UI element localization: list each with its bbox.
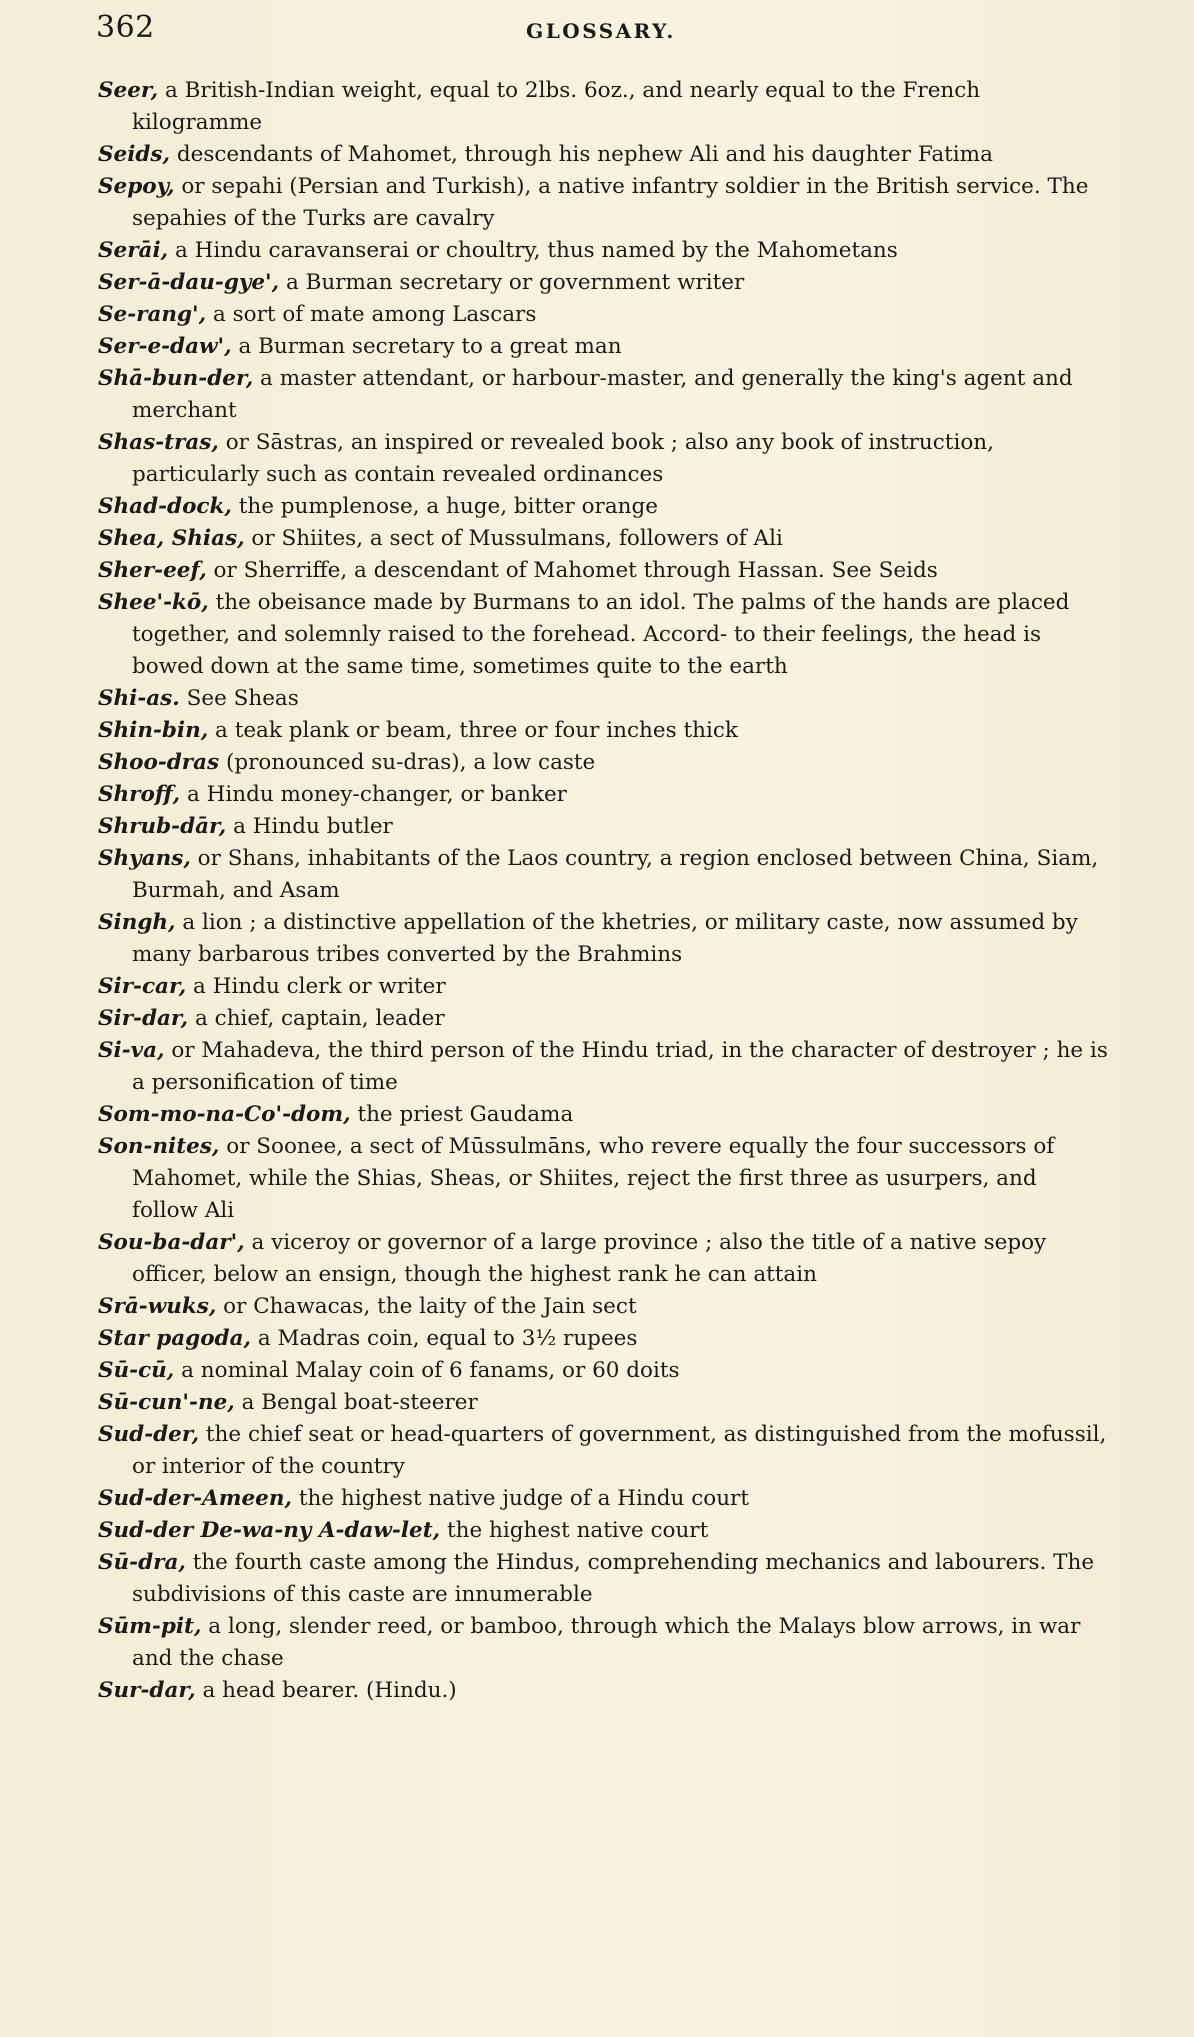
entry-definition: a teak plank or beam, three or four inches thick	[208, 718, 738, 743]
entry-term: Shā-bun-der,	[98, 366, 254, 391]
entry-definition: a nominal Malay coin of 6 fanams, or 60 doits	[174, 1358, 680, 1383]
entry-definition: a Burman secretary to a great man	[231, 334, 622, 359]
glossary-entry	[98, 1291, 1108, 1323]
glossary-entry	[98, 1387, 1108, 1419]
entry-definition: or Sāstras, an inspired or revealed book ; also any book of instruction, particularly such as contain revealed ordinances	[132, 430, 994, 487]
entry-term: Shee'-kō,	[98, 590, 209, 615]
entry-definition: a sort of mate among Lascars	[206, 302, 537, 327]
entry-definition: a chief, captain, leader	[188, 1006, 445, 1031]
glossary-entry	[98, 747, 1108, 779]
entry-term: Shin-bin,	[98, 718, 209, 743]
entry-term: Sū-dra,	[98, 1550, 186, 1575]
glossary-entry	[98, 683, 1108, 715]
entry-definition: or Chawacas, the laity of the Jain sect	[216, 1294, 637, 1319]
entry-term: Sūm-pit,	[98, 1614, 202, 1639]
entry-term: Son-nites,	[98, 1134, 220, 1159]
glossary-entry	[98, 235, 1108, 267]
glossary-entry	[98, 1675, 1108, 1707]
glossary-entry	[98, 491, 1108, 523]
glossary-entry	[98, 1483, 1108, 1515]
entry-term: Seer,	[98, 78, 159, 103]
entry-definition: a long, slender reed, or bamboo, through which the Malays blow arrows, in war and the chase	[132, 1614, 1081, 1671]
glossary-entry	[98, 363, 1108, 427]
glossary-entry	[98, 1131, 1108, 1227]
glossary-entry	[98, 1419, 1108, 1483]
entry-definition: a Hindu money-changer, or banker	[180, 782, 567, 807]
entry-definition: a master attendant, or harbour-master, and generally the king's agent and merchant	[132, 366, 1073, 423]
entry-term: Ser-e-daw',	[98, 334, 232, 359]
glossary-entry	[98, 779, 1108, 811]
glossary-entry	[98, 1003, 1108, 1035]
entry-definition: the fourth caste among the Hindus, comprehending mechanics and labourers. The subdivisions of this caste are innumerable	[132, 1550, 1095, 1607]
entry-definition: See Sheas	[179, 686, 299, 711]
entry-definition: the highest native court	[440, 1518, 709, 1543]
glossary-entry	[98, 587, 1108, 683]
entry-definition: or sepahi (Persian and Turkish), a native infantry soldier in the British service. The sepahies of the Turks are cavalry	[132, 174, 1089, 231]
entry-definition: a head bearer. (Hindu.)	[195, 1678, 457, 1703]
entry-term: Sher-eef,	[98, 558, 207, 583]
entry-term: Ser-ā-dau-gye',	[98, 270, 280, 295]
glossary-entry	[98, 1099, 1108, 1131]
entry-definition: or Shans, inhabitants of the Laos country, a region enclosed between China, Siam, Burmah, and Asam	[132, 846, 1099, 903]
entry-definition: descendants of Mahomet, through his nephew Ali and his daughter Fatima	[170, 142, 993, 167]
entry-term: Shrub-dār,	[98, 814, 227, 839]
entry-term: Sū-cun'-ne,	[98, 1390, 235, 1415]
glossary-entry	[98, 971, 1108, 1003]
entry-term: Shroff,	[98, 782, 181, 807]
glossary-entry	[98, 1611, 1108, 1675]
glossary-entry	[98, 907, 1108, 971]
glossary-entry	[98, 1355, 1108, 1387]
entry-definition: the pumplenose, a huge, bitter orange	[231, 494, 658, 519]
glossary-entry	[98, 331, 1108, 363]
entry-term: Sir-car,	[98, 974, 187, 999]
entry-term: Sur-dar,	[98, 1678, 196, 1703]
glossary-entry	[98, 299, 1108, 331]
entry-term: Seids,	[98, 142, 170, 167]
entry-definition: (pronounced su-dras), a low caste	[219, 750, 596, 775]
glossary-entry	[98, 1035, 1108, 1099]
glossary-entry	[98, 555, 1108, 587]
entry-term: Shea, Shias,	[98, 526, 245, 551]
entry-definition: or Shiites, a sect of Mussulmans, followers of Ali	[244, 526, 783, 551]
glossary-entry	[98, 715, 1108, 747]
page-header	[96, 10, 1106, 54]
entry-term: Sū-cū,	[98, 1358, 175, 1383]
entry-term: Serāi,	[98, 238, 169, 263]
entry-term: Singh,	[98, 910, 176, 935]
glossary-entry	[98, 1227, 1108, 1291]
entry-definition: a Burman secretary or government writer	[279, 270, 745, 295]
entry-term: Som-mo-na-Co'-dom,	[98, 1102, 351, 1127]
entry-definition: the highest native judge of a Hindu court	[291, 1486, 749, 1511]
glossary-entry	[98, 427, 1108, 491]
entry-term: Se-rang',	[98, 302, 207, 327]
entry-definition: a Hindu caravanserai or choultry, thus named by the Mahometans	[168, 238, 898, 263]
entry-definition: a Hindu clerk or writer	[186, 974, 446, 999]
entry-definition: the chief seat or head-quarters of government, as distinguished from the mofussil, or interior of the country	[132, 1422, 1107, 1479]
glossary-entry	[98, 811, 1108, 843]
entry-definition: a viceroy or governor of a large province ; also the title of a native sepoy officer, below an ensign, though the highest rank he can attain	[132, 1230, 1047, 1287]
entry-term: Sud-der De-wa-ny A-daw-let,	[98, 1518, 441, 1543]
glossary-entry	[98, 1515, 1108, 1547]
glossary-entry	[98, 171, 1108, 235]
entry-term: Sepoy,	[98, 174, 175, 199]
glossary-entry	[98, 1323, 1108, 1355]
entry-definition: the obeisance made by Burmans to an idol. The palms of the hands are placed together, and solemnly raised to the forehead. Accord- to their feelings, the head is bowed down at the same time, sometimes quite to the earth	[132, 590, 1070, 679]
entry-term: Shas-tras,	[98, 430, 219, 455]
entry-term: Sir-dar,	[98, 1006, 189, 1031]
entry-definition: a Madras coin, equal to 3½ rupees	[251, 1326, 638, 1351]
entry-definition: a lion ; a distinctive appellation of the khetries, or military caste, now assumed by many barbarous tribes converted by the Brahmins	[132, 910, 1078, 967]
entry-term: Sou-ba-dar',	[98, 1230, 245, 1255]
entry-term: Shi-as.	[98, 686, 180, 711]
entry-definition: or Sherriffe, a descendant of Mahomet through Hassan. See Seids	[206, 558, 938, 583]
entry-definition: or Mahadeva, the third person of the Hindu triad, in the character of destroyer ; he is a personification of time	[132, 1038, 1108, 1095]
entry-definition: a British-Indian weight, equal to 2lbs. 6oz., and nearly equal to the French kilogramme	[132, 78, 981, 135]
glossary-entry	[98, 267, 1108, 299]
glossary-entry	[98, 523, 1108, 555]
entry-term: Si-va,	[98, 1038, 165, 1063]
entry-term: Shyans,	[98, 846, 191, 871]
glossary-entry	[98, 139, 1108, 171]
glossary-entry	[98, 1547, 1108, 1611]
running-title: GLOSSARY.	[526, 19, 676, 43]
entry-term: Shad-dock,	[98, 494, 232, 519]
entry-definition: a Bengal boat-steerer	[234, 1390, 478, 1415]
entry-term: Sud-der-Ameen,	[98, 1486, 292, 1511]
entry-definition: the priest Gaudama	[350, 1102, 574, 1127]
entry-definition: or Soonee, a sect of Mūssulmāns, who revere equally the four successors of Mahomet, while the Shias, Sheas, or Shiites, reject the first three as usurpers, and follow Ali	[132, 1134, 1055, 1223]
glossary-entries	[98, 75, 1108, 1707]
entry-term: Srā-wuks,	[98, 1294, 217, 1319]
glossary-entry	[98, 843, 1108, 907]
entry-term: Star pagoda,	[98, 1326, 251, 1351]
glossary-entry	[98, 75, 1108, 139]
entry-definition: a Hindu butler	[226, 814, 393, 839]
entry-term: Shoo-dras	[98, 750, 220, 775]
page-number: 362	[96, 10, 155, 45]
entry-term: Sud-der,	[98, 1422, 200, 1447]
